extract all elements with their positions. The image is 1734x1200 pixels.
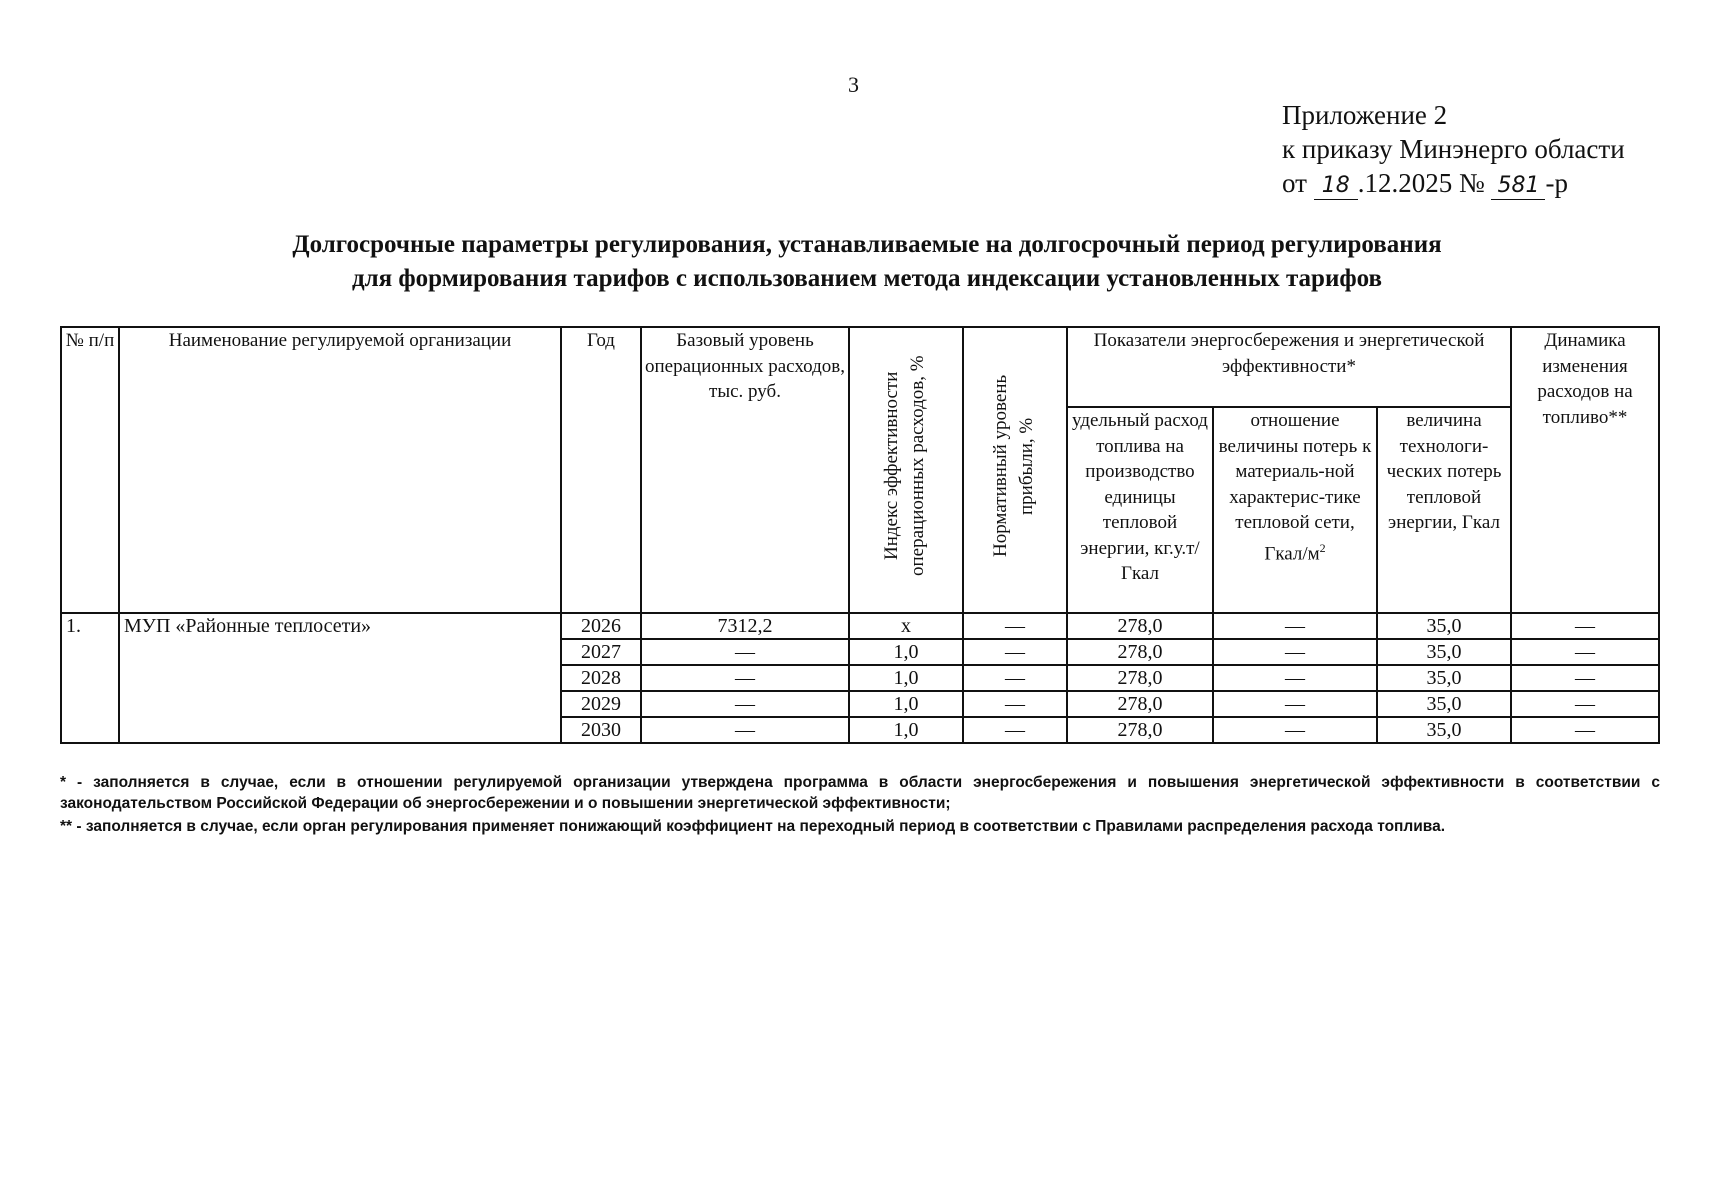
appendix-block: [1282, 98, 1625, 200]
org-name: МУП «Районные теплосети»: [119, 613, 561, 743]
header-fuel: удельный расход топлива на производство единицы тепловой энергии, кг.у.т/Гкал: [1067, 407, 1213, 613]
org-num: 1.: [61, 613, 119, 743]
cell-loss-ratio: —: [1213, 665, 1377, 691]
cell-profit: —: [963, 613, 1067, 639]
header-year: Год: [561, 327, 641, 613]
header-tech-loss: величина технологи-ческих потерь тепловой энергии, Гкал: [1377, 407, 1511, 613]
document-title: [60, 228, 1674, 296]
footnotes: [60, 772, 1660, 839]
number-suffix: -р: [1545, 168, 1568, 198]
header-num: № п/п: [61, 327, 119, 613]
header-loss-ratio-cell: [1213, 407, 1377, 613]
cell-profit: —: [963, 665, 1067, 691]
cell-fuel: 278,0: [1067, 717, 1213, 743]
cell-index: 1,0: [849, 665, 963, 691]
footnote-2: ** - заполняется в случае, если орган регулирования применяет понижающий коэффициент на переходный период в соответствии с Правилами распределения расхода топлива.: [60, 818, 1446, 835]
cell-loss-ratio: —: [1213, 639, 1377, 665]
header-org: Наименование регулируемой организации: [119, 327, 561, 613]
table-row: [61, 613, 1659, 639]
cell-fuel: 278,0: [1067, 639, 1213, 665]
cell-index: 1,0: [849, 717, 963, 743]
cell-loss-ratio: —: [1213, 691, 1377, 717]
cell-year: 2030: [561, 717, 641, 743]
header-index: Индекс эффективности операционных расходов, %: [881, 355, 928, 577]
cell-base: —: [641, 691, 849, 717]
cell-profit: —: [963, 717, 1067, 743]
header-loss-ratio-sup: 2: [1319, 540, 1326, 555]
footnote-1: * - заполняется в случае, если в отношении регулируемой организации утверждена программа в области энергосбережения и повышения энергетической эффективности в соответствии с законодательством Российской Федерации об энергосбережении и о повышении энергетической эффективности;: [60, 774, 1660, 812]
cell-dynamics: —: [1511, 717, 1659, 743]
number-handwritten: 581: [1491, 173, 1545, 200]
cell-year: 2028: [561, 665, 641, 691]
cell-year: 2027: [561, 639, 641, 665]
header-row-1: [61, 327, 1659, 407]
cell-year: 2029: [561, 691, 641, 717]
cell-fuel: 278,0: [1067, 665, 1213, 691]
cell-tech-loss: 35,0: [1377, 613, 1511, 639]
date-prefix: от: [1282, 168, 1307, 198]
header-dynamics: Динамика изменения расходов на топливо**: [1511, 327, 1659, 613]
header-profit-cell: [963, 327, 1067, 613]
cell-profit: —: [963, 691, 1067, 717]
header-profit: Нормативный уровень прибыли, %: [990, 375, 1037, 558]
cell-index: х: [849, 613, 963, 639]
cell-tech-loss: 35,0: [1377, 639, 1511, 665]
appendix-line1: Приложение 2: [1282, 100, 1448, 130]
cell-base: —: [641, 665, 849, 691]
parameters-table: [60, 326, 1660, 744]
header-energy-group: Показатели энергосбережения и энергетической эффективности*: [1067, 327, 1511, 407]
cell-dynamics: —: [1511, 665, 1659, 691]
cell-tech-loss: 35,0: [1377, 717, 1511, 743]
cell-loss-ratio: —: [1213, 613, 1377, 639]
cell-fuel: 278,0: [1067, 613, 1213, 639]
title-line1: Долгосрочные параметры регулирования, устанавливаемые на долгосрочный период регулирования: [292, 231, 1442, 258]
cell-base: —: [641, 717, 849, 743]
cell-fuel: 278,0: [1067, 691, 1213, 717]
cell-profit: —: [963, 639, 1067, 665]
cell-tech-loss: 35,0: [1377, 665, 1511, 691]
title-line2: для формирования тарифов с использованием метода индексации установленных тарифов: [351, 265, 1383, 292]
appendix-line2: к приказу Минэнерго области: [1282, 134, 1625, 164]
appendix-date-line: [1282, 166, 1625, 200]
cell-loss-ratio: —: [1213, 717, 1377, 743]
cell-dynamics: —: [1511, 691, 1659, 717]
header-index-cell: [849, 327, 963, 613]
header-base: Базовый уровень операционных расходов, тыс. руб.: [641, 327, 849, 613]
cell-dynamics: —: [1511, 639, 1659, 665]
page-number: 3: [848, 72, 859, 97]
date-rest: .12.2025 №: [1357, 168, 1485, 198]
cell-dynamics: —: [1511, 613, 1659, 639]
cell-index: 1,0: [849, 639, 963, 665]
cell-index: 1,0: [849, 691, 963, 717]
cell-year: 2026: [561, 613, 641, 639]
cell-base: —: [641, 639, 849, 665]
cell-base: 7312,2: [641, 613, 849, 639]
day-handwritten: 18: [1314, 173, 1358, 200]
header-loss-ratio: отношение величины потерь к материаль-ной характерис-тике тепловой сети, Гкал/м: [1218, 410, 1372, 564]
cell-tech-loss: 35,0: [1377, 691, 1511, 717]
